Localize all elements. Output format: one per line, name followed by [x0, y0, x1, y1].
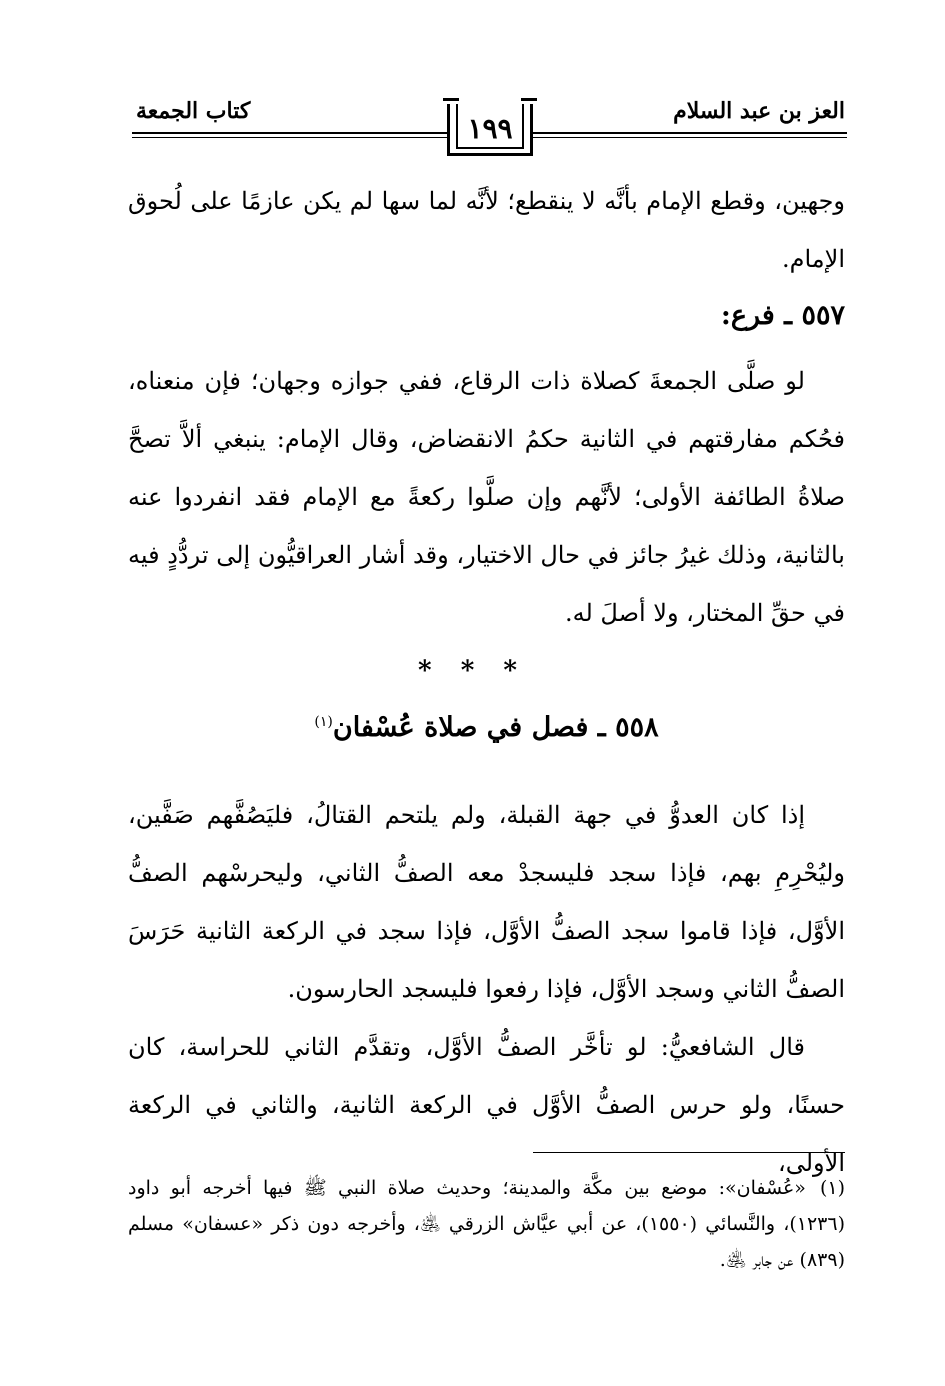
- paragraph-branch-557: لو صلَّى الجمعةَ كصلاة ذات الرقاع، ففي جوازه وجهان؛ فإن منعناه، فحُكم مفارقتهم في الثانية حكمُ الانقضاض، وقال الإمام: ينبغي ألاَّ تصحَّ صلاةُ الطائفة الأولى؛ لأنَّهم وإن صلَّوا ركعةً مع الإمام فقد انفردوا عنه بالثانية، وذلك غيرُ جائز في حال الاختيار، وقد أشار العراقيُّون إلى تردُّدٍ فيه في حقِّ المختار، ولا أصلَ له.: [128, 367, 845, 627]
- footnote-number: (١): [819, 1177, 845, 1199]
- section-heading-text: ٥٥٨ ـ فصل في صلاة عُسْفان: [332, 712, 659, 743]
- footnote-text: «عُسْفان»: موضع بين مكَّة والمدينة؛ وحديث صلاة النبي ﷺ فيها أخرجه أبو داود (١٢٣٦)، والنَّسائي (١٥٥٠)، عن أبي عيَّاش الزرقي ﵁، وأخرجه دون ذكر «عسفان» مسلم (٨٣٩) عن جابر ﵁.: [128, 1177, 845, 1271]
- frame-ornament-left: [443, 98, 459, 107]
- page-number: ١٩٩: [467, 112, 513, 145]
- section-separator-stars: * * *: [418, 656, 527, 686]
- paragraph-continuation: وجهين، وقطع الإمام بأنَّه لا ينقطع؛ لأنَّه لما سها لم يكن عازمًا على لُحوق الإمام.: [128, 187, 845, 273]
- page-number-frame: [447, 104, 533, 156]
- branch-heading: ٥٥٧ ـ فرع:: [720, 300, 845, 331]
- footnote-reference: (١): [314, 714, 333, 730]
- paragraph-usfan-2: قال الشافعيُّ: لو تأخَّر الصفُّ الأوَّل، وتقدَّم الثاني للحراسة، كان حسنًا، ولو حرس الصفُّ الأوَّل في الركعة الثانية، والثاني في الركعة الأولى،: [128, 1033, 845, 1177]
- paragraph-usfan-1: إذا كان العدوُّ في جهة القبلة، ولم يلتحم القتالُ، فليَصُفَّهم صَفَّين، وليُحْرِمِ بهم، فإذا سجد فليسجدْ معه الصفُّ الثاني، وليحرسْهم الصفُّ الأوَّل، فإذا قاموا سجد الصفُّ الأوَّل، فإذا سجد في الركعة الثانية حَرَسَ الصفُّ الثاني وسجد الأوَّل، فإذا رفعوا فليسجد الحارسون.: [128, 801, 846, 1003]
- frame-ornament-right: [521, 98, 537, 107]
- running-header-chapter: كتاب الجمعة: [136, 98, 251, 124]
- footnote: [128, 1170, 845, 1278]
- running-header-author: العز بن عبد السلام: [673, 98, 845, 124]
- section-heading-558: [128, 712, 845, 743]
- footnote-divider: [533, 1152, 845, 1153]
